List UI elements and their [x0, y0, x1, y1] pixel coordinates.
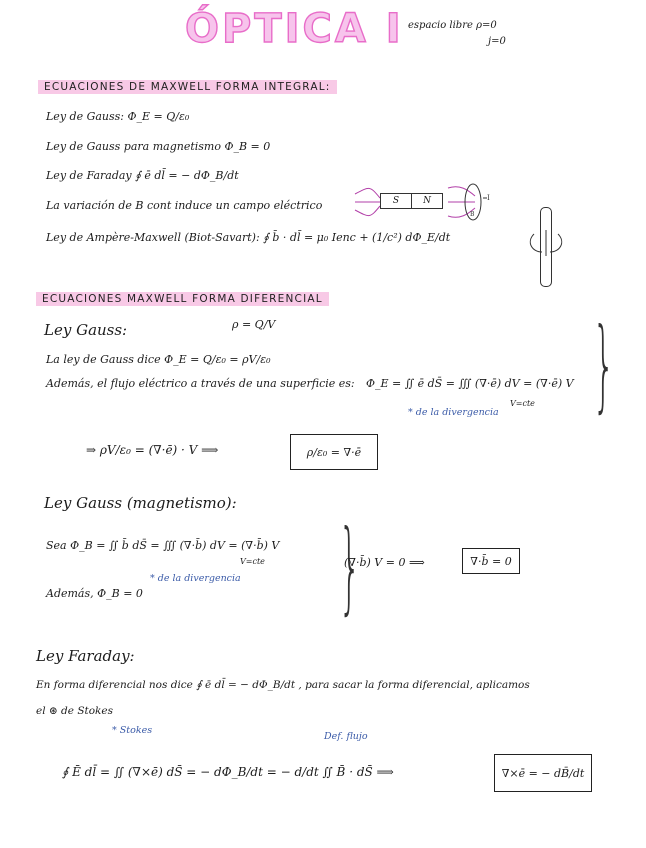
charge-density-def: ρ = Q/V	[232, 318, 276, 331]
divergence-note: * de la divergencia	[408, 407, 499, 418]
svg-text:B: B	[470, 211, 475, 218]
gauss-says: La ley de Gauss dice Φ_E = Q/ε₀ = ρV/ε₀	[46, 353, 271, 366]
magnetic-result-box: ∇·b̄ = 0	[462, 548, 520, 574]
faraday-text: En forma diferencial nos dice ∮ ē dl̄ = − dΦ_B/dt , para sacar la forma diferencial, aplicamos	[36, 679, 530, 691]
bar-magnet	[380, 193, 443, 209]
stokes-note: * Stokes	[112, 725, 153, 736]
svg-text:I: I	[487, 194, 490, 202]
magnet-s: S	[392, 196, 400, 206]
gauss-law: Ley de Gauss: Φ_E = Q/ε₀	[46, 110, 190, 123]
gauss-result-equation: ⇒ ρV/ε₀ = (∇·ē) · V ⟹	[86, 443, 219, 457]
flux-equation: Φ_E = ∬ ē dS̄ = ∭ (∇·ē) dV = (∇·ē) V	[366, 377, 574, 390]
faraday-law: Ley de Faraday ∮ ē dl̄ = − dΦ_B/dt	[46, 169, 239, 182]
faraday-result-box: ∇×ē = − dB̄/dt	[494, 754, 592, 792]
faraday-title: Ley Faraday:	[36, 647, 135, 665]
flux-def-note: Def. flujo	[324, 731, 368, 742]
gauss-title: Ley Gauss:	[44, 321, 128, 339]
integral-heading: ECUACIONES DE MAXWELL FORMA INTEGRAL:	[38, 80, 337, 94]
stokes-line: el ⊛ de Stokes	[36, 705, 114, 717]
ampere-maxwell-law: Ley de Ampère-Maxwell (Biot-Savart): ∮ b̄ · dl̄ = μ₀ Ienc + (1/c²) dΦ_E/dt	[46, 231, 451, 244]
differential-heading: ECUACIONES MAXWELL FORMA DIFERENCIAL	[36, 292, 329, 306]
magnetic-flux-equation: Sea Φ_B = ∬ b̄ dS̄ = ∭ (∇·b̄) dV = (∇·b̄) V	[46, 539, 280, 552]
magnetism-brace: }	[338, 508, 361, 625]
mag-divergence-note: * de la divergencia	[150, 573, 241, 584]
gauss-result-box: ρ/ε₀ = ∇·ē	[290, 434, 378, 470]
field-loop-sketch	[528, 228, 564, 258]
ademas-line: Además, Φ_B = 0	[46, 587, 143, 600]
mag-vcte-label: V=cte	[240, 557, 265, 566]
vcte-label: V=cte	[510, 399, 535, 408]
free-space-note-2: j=0	[488, 36, 506, 47]
magnetic-result: (∇·b̄) V = 0 ⟹	[344, 556, 425, 569]
free-space-note: espacio libre ρ=0	[408, 20, 497, 31]
faraday-equation: ∮ Ē dl̄ = ∬ (∇×ē) dS̄ = − dΦ_B/dt = − d/dt ∬ B̄ · dS̄ ⟹	[62, 765, 394, 779]
page-title: ÓPTICA I	[185, 6, 404, 52]
magnet-n: N	[411, 194, 442, 208]
gauss-brace: }	[592, 306, 615, 423]
gauss-magnetism-law: Ley de Gauss para magnetismo Φ_B = 0	[46, 140, 271, 153]
flux-text: Además, el flujo eléctrico a través de una superficie es:	[46, 377, 355, 390]
gauss-magnetism-title: Ley Gauss (magnetismo):	[44, 494, 237, 512]
faraday-note: La variación de B cont induce un campo eléctrico	[46, 199, 323, 212]
